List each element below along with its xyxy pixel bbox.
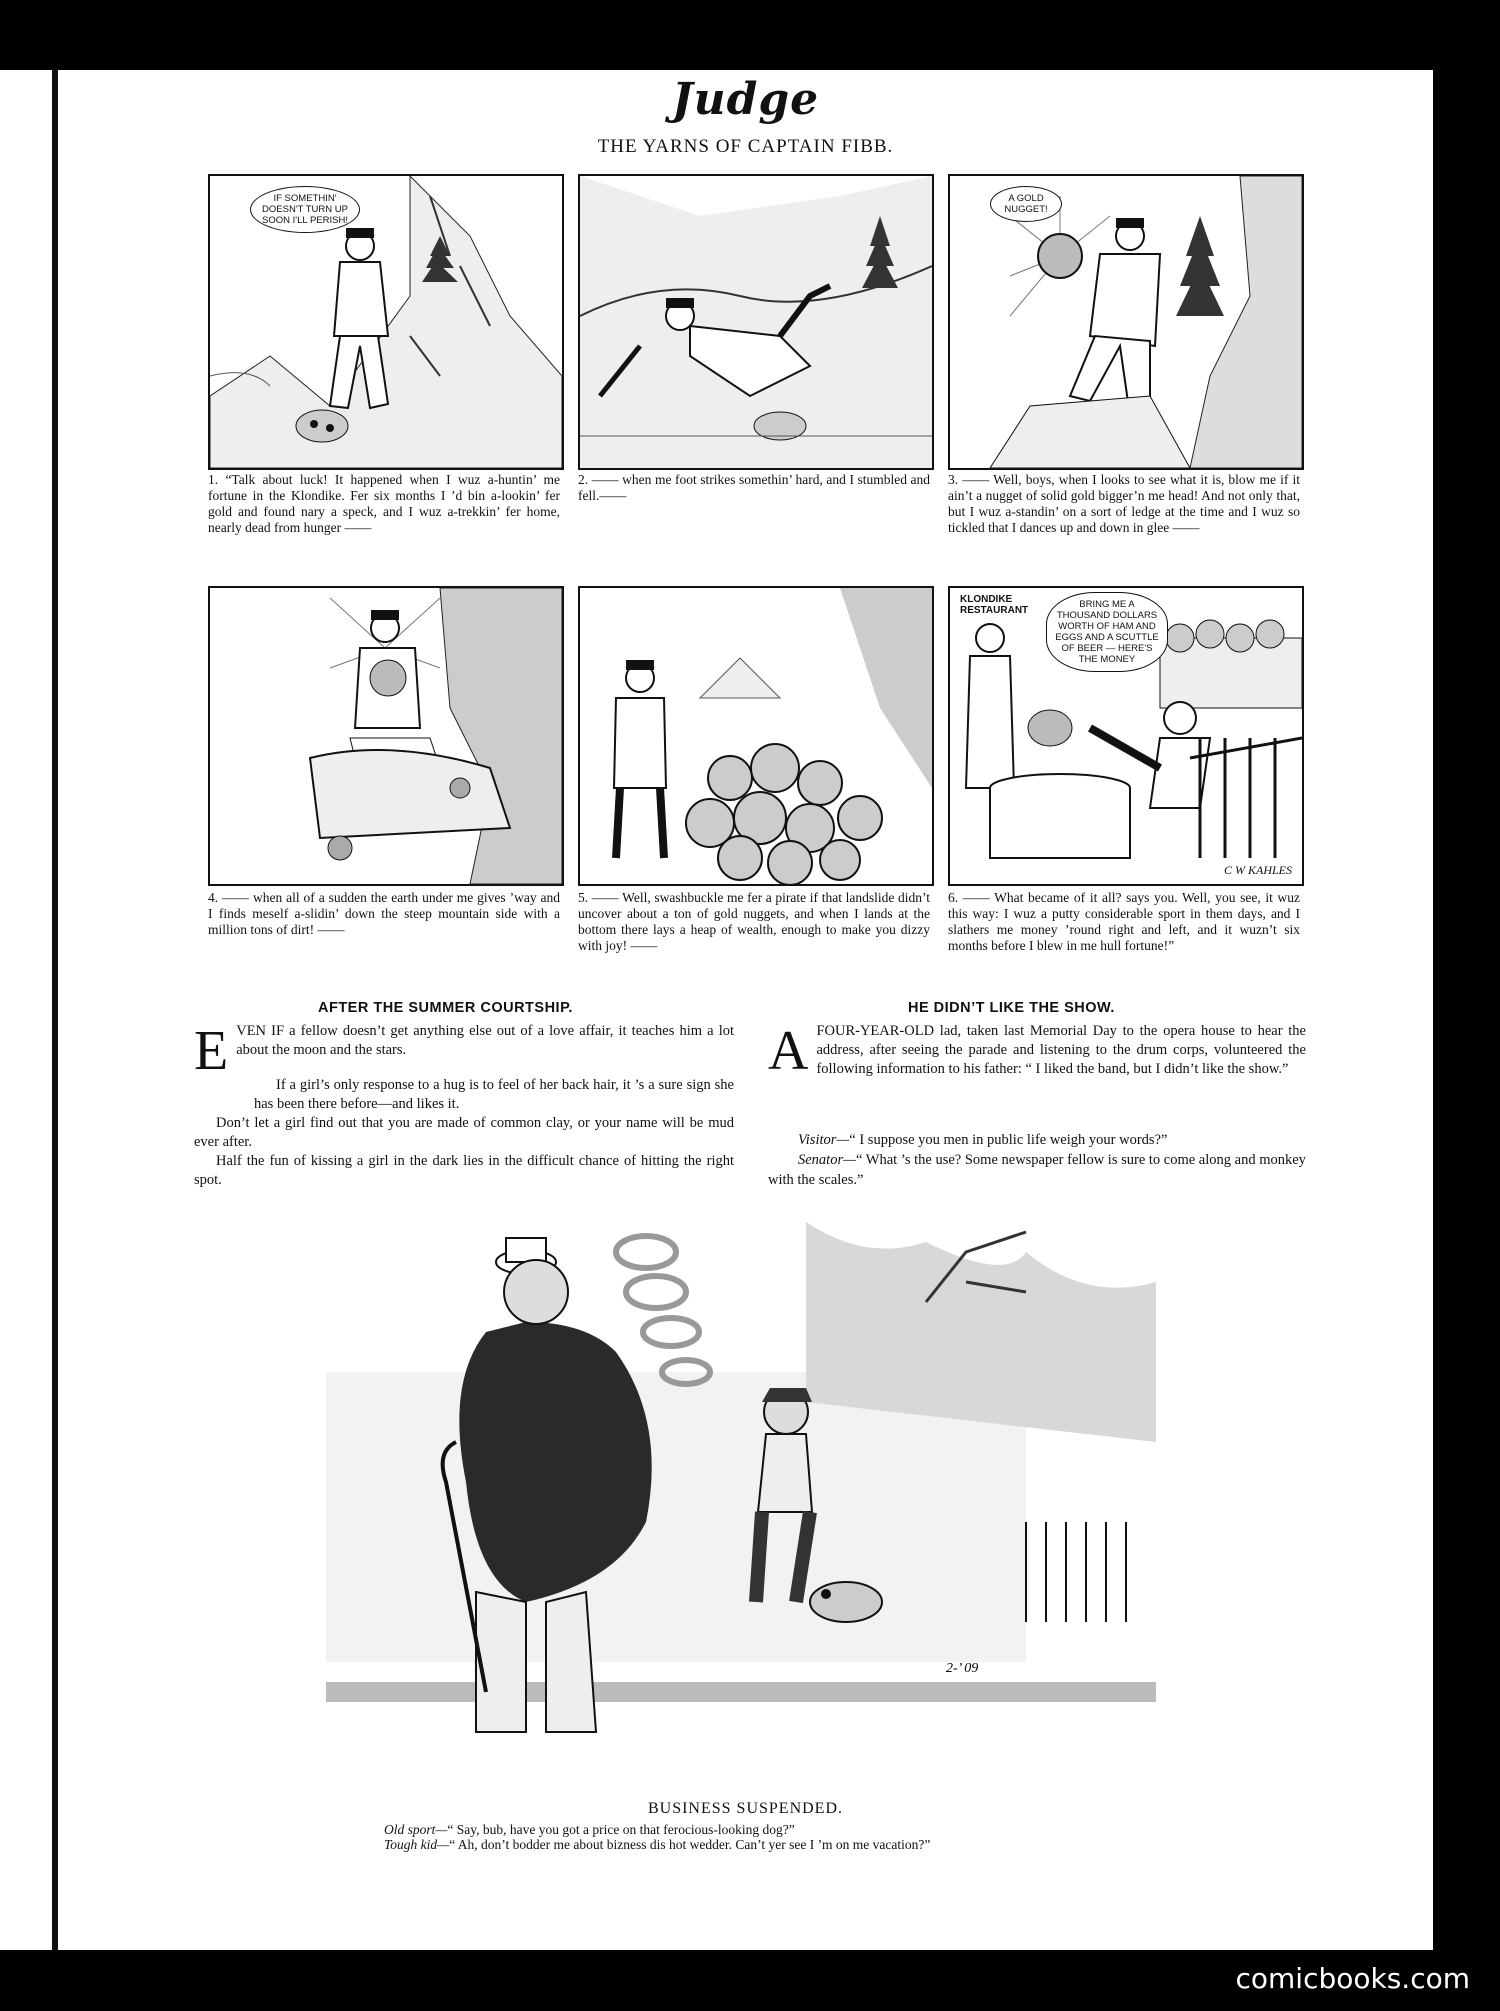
article-1-heading: AFTER THE SUMMER COURTSHIP. [318, 1000, 573, 1016]
cartoon-title: BUSINESS SUSPENDED. [647, 1800, 844, 1817]
restaurant-sign: KLONDIKE RESTAURANT [960, 594, 1029, 616]
business-suspended-cartoon [326, 1222, 1156, 1780]
panel-4-art [210, 588, 562, 884]
caption-5: 5. —— Well, swashbuckle me fer a pirate if that landslide didn’t uncover about a ton of gold nuggets, and when I lands at the bottom there lays a heap of wealth, enough to make you dizzy with joy! —— [578, 890, 930, 953]
dropcap-e: E [194, 1020, 229, 1082]
facing-page-edge [0, 70, 52, 1950]
cartoon-dialog [384, 1822, 930, 1852]
site-watermark: comicbooks.com [1235, 1962, 1470, 1995]
visitor-line: “ I suppose you men in public life weigh your words?” [849, 1132, 1168, 1148]
panel-3-art [950, 176, 1302, 468]
article-1-p4: Half the fun of kissing a girl in the dark lies in the difficult chance of hitting the right spot. [194, 1153, 734, 1188]
article-2-body [768, 1020, 1306, 1082]
tough-kid-label: Tough kid— [384, 1837, 450, 1852]
strip-title: THE YARNS OF CAPTAIN FIBB. [597, 136, 894, 157]
article-1-p2: If a girl’s only response to a hug is to feel of her back hair, it ’s a sure sign she has been there before—and likes it. [254, 1077, 734, 1112]
article-1-p1: VEN IF a fellow doesn’t get anything else out of a love affair, it teaches him a lot about the moon and the stars. [236, 1023, 734, 1058]
artist-signature: C W KAHLES [1223, 863, 1292, 877]
comic-panel-3 [948, 174, 1304, 470]
senator-label: Senator— [798, 1152, 856, 1168]
tough-kid-line: “ Ah, don’t bodder me about bizness dis hot wedder. Can’t yer see I ’m on me vacation?” [449, 1837, 931, 1852]
old-sport-label: Old sport— [384, 1822, 448, 1837]
caption-6: 6. —— What became of it all? says you. Well, you see, it wuz this way: I wuz a putty considerable sport in them days, and I slathers me money ’round right and left, and it wuzn’t six months before I blew in me hull fortune!” [948, 890, 1300, 953]
article-2-heading: HE DIDN’T LIKE THE SHOW. [908, 1000, 1115, 1016]
panel-2-art [580, 176, 932, 468]
speech-bubble-1: IF SOMETHIN' DOESN'T TURN UP SOON I'LL PERISH! [250, 186, 360, 233]
comic-panel-5 [578, 586, 934, 886]
speech-bubble-3: A GOLD NUGGET! [990, 186, 1062, 222]
comic-panel-6 [948, 586, 1304, 886]
article-1-p3: Don’t let a girl find out that you are made of common clay, or your name will be mud ever after. [194, 1115, 734, 1150]
comic-panel-1 [208, 174, 564, 470]
speech-bubble-6: BRING ME A THOUSAND DOLLARS WORTH OF HAM AND EGGS AND A SCUTTLE OF BEER — HERE'S THE MONEY [1046, 592, 1168, 672]
masthead-logo: Judge [671, 74, 820, 125]
panel-5-art [580, 588, 932, 884]
article-2-dialog [768, 1130, 1306, 1190]
old-sport-line: “ Say, bub, have you got a price on that ferocious-looking dog?” [447, 1822, 795, 1837]
caption-4: 4. —— when all of a sudden the earth under me gives ’way and I finds meself a-slidin’ down the steep mountain side with a million tons of dirt! —— [208, 890, 560, 937]
comic-panel-2 [578, 174, 934, 470]
cartoon-signature: 2-’ 09 [946, 1661, 979, 1676]
article-1-body [194, 1022, 734, 1190]
caption-3: 3. —— Well, boys, when I looks to see what it is, blow me if it ain’t a nugget of solid gold bigger’n me head! And not only that, but I wuz a-standin’ on a sort of ledge at the time and I wuz so tickled that I dances up and down in glee —— [948, 472, 1300, 535]
senator-line: “ What ’s the use? Some newspaper fellow is sure to come along and monkey with the scales.” [768, 1152, 1306, 1188]
magazine-page [58, 70, 1433, 1950]
caption-1: 1. “Talk about luck! It happened when I wuz a-huntin’ me fortune in the Klondike. Fer six months I ’d bin a-lookin’ fer gold and found nary a speck, and I wuz a-trekkin’ fer home, nearly dead from hunger —— [208, 472, 560, 535]
dropcap-a: A [768, 1020, 809, 1082]
visitor-label: Visitor— [798, 1132, 850, 1148]
article-2-p1: FOUR-YEAR-OLD lad, taken last Memorial Day to the opera house to hear the address, after seeing the parade and listening to the drum corps, volunteered the following information to his father: “ I liked the band, but I didn’t like the show.” [816, 1023, 1306, 1077]
caption-2: 2. —— when me foot strikes somethin’ hard, and I stumbled and fell.—— [578, 472, 930, 503]
comic-panel-4 [208, 586, 564, 886]
